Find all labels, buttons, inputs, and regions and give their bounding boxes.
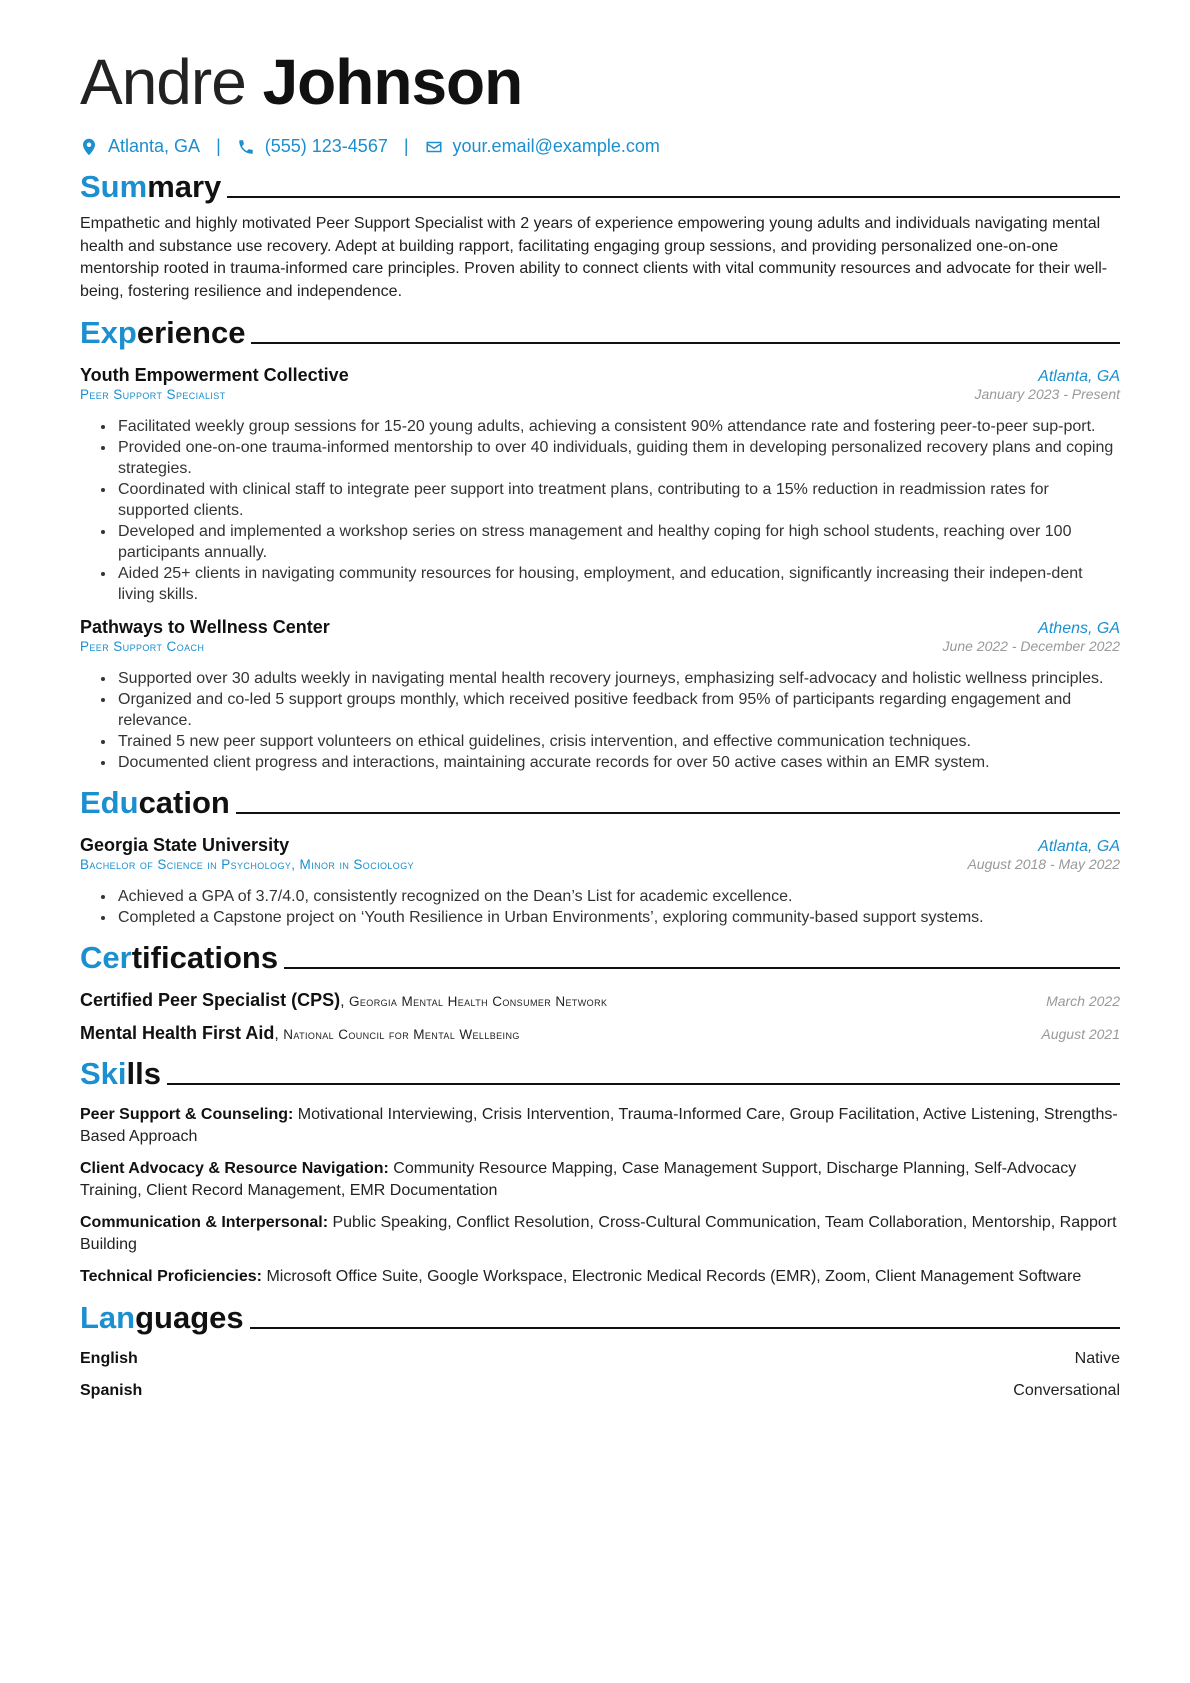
achievement-item: • Organized and co-led 5 support groups monthly, which received positive feedback from 95% of participants regarding engagement and relevance. bbox=[116, 689, 1120, 731]
heading-rest: erience bbox=[136, 315, 246, 350]
entry-location: Athens, GA bbox=[1038, 620, 1120, 637]
language-item bbox=[80, 1348, 1120, 1370]
languages-heading bbox=[80, 1298, 1120, 1338]
experience-heading bbox=[80, 313, 1120, 353]
entry-dates: January 2023 - Present bbox=[974, 386, 1120, 402]
language-name: English bbox=[80, 1350, 138, 1367]
language-item bbox=[80, 1380, 1120, 1402]
heading-rule bbox=[167, 1083, 1120, 1085]
language-level: Native bbox=[1074, 1350, 1120, 1367]
experience-entry bbox=[80, 617, 1120, 773]
job-title: Peer Support Coach bbox=[80, 639, 205, 654]
achievement-item: • Documented client progress and interactions, maintaining accurate records for over 50 active cases within an EMR system. bbox=[116, 752, 1120, 773]
heading-rest: lls bbox=[126, 1056, 161, 1091]
heading-rule bbox=[236, 812, 1120, 814]
first-name: Andre bbox=[80, 46, 246, 118]
achievement-list bbox=[80, 886, 1120, 928]
achievement-item: • Facilitated weekly group sessions for 15-20 young adults, achieving a consistent 90% attendance rate and fostering peer-to-peer sup-port. bbox=[116, 416, 1120, 437]
job-title: Peer Support Specialist bbox=[80, 387, 226, 402]
heading-accent: Exp bbox=[80, 315, 137, 350]
certification-item: Certified Peer Specialist (CPS), Georgia Mental Health Consumer Network March 2022 bbox=[80, 990, 1120, 1010]
skill-group bbox=[80, 1104, 1120, 1148]
language-name: Spanish bbox=[80, 1382, 143, 1399]
skill-group bbox=[80, 1158, 1120, 1202]
skills-heading bbox=[80, 1054, 1120, 1094]
phone-text: (555) 123-4567 bbox=[264, 136, 388, 156]
heading-rule bbox=[250, 1327, 1120, 1329]
envelope-icon bbox=[425, 138, 443, 156]
certification-issuer: National Council for Mental Wellbeing bbox=[283, 1027, 520, 1042]
achievement-item: • Developed and implemented a workshop series on stress management and healthy coping for high school students, reaching over 100 participants annually. bbox=[116, 521, 1120, 563]
heading-rest: tifications bbox=[131, 940, 279, 975]
institution-name: Georgia State University bbox=[80, 835, 290, 855]
skill-category: Communication & Interpersonal: bbox=[80, 1214, 329, 1231]
contact-location bbox=[80, 136, 200, 157]
achievement-item: • Aided 25+ clients in navigating community resources for housing, employment, and education, significantly increasing their indepen-dent living skills. bbox=[116, 563, 1120, 605]
achievement-item: • Completed a Capstone project on ‘Youth Resilience in Urban Environments’, exploring community-based support systems. bbox=[116, 907, 1120, 928]
certification-date: March 2022 bbox=[1046, 993, 1120, 1009]
heading-rest: cation bbox=[138, 785, 230, 820]
skill-category: Client Advocacy & Resource Navigation: bbox=[80, 1160, 389, 1177]
heading-accent: Edu bbox=[80, 785, 139, 820]
organization-name: Youth Empowerment Collective bbox=[80, 365, 349, 385]
achievement-item: • Supported over 30 adults weekly in navigating mental health recovery journeys, emphasizing self-advocacy and holistic wellness principles. bbox=[116, 668, 1120, 689]
phone-icon bbox=[237, 138, 255, 156]
heading-accent: Sum bbox=[80, 169, 148, 204]
education-heading bbox=[80, 783, 1120, 823]
skill-list: Microsoft Office Suite, Google Workspace, Electronic Medical Records (EMR), Zoom, Client Management Software bbox=[266, 1268, 1082, 1285]
experience-entry bbox=[80, 365, 1120, 605]
education-entry bbox=[80, 835, 1120, 928]
skill-list: Public Speaking, Conflict Resolution, Cross-Cultural Communication, Team Collaboration, Mentorship, Rapport Building bbox=[80, 1214, 1117, 1253]
heading-accent: Cer bbox=[80, 940, 132, 975]
heading-rule bbox=[227, 196, 1120, 198]
contact-separator: | bbox=[403, 136, 409, 156]
certification-name: Mental Health First Aid bbox=[80, 1023, 275, 1043]
last-name: Johnson bbox=[262, 46, 523, 118]
achievement-list bbox=[80, 416, 1120, 605]
heading-rest: mary bbox=[147, 169, 222, 204]
certifications-heading bbox=[80, 938, 1120, 978]
organization-name: Pathways to Wellness Center bbox=[80, 617, 330, 637]
contact-phone[interactable] bbox=[237, 136, 388, 157]
achievement-item: • Achieved a GPA of 3.7/4.0, consistently recognized on the Dean’s List for academic excellence. bbox=[116, 886, 1120, 907]
degree-title: Bachelor of Science in Psychology, Minor in Sociology bbox=[80, 857, 415, 872]
heading-accent: Lan bbox=[80, 1300, 136, 1335]
entry-location: Atlanta, GA bbox=[1038, 368, 1120, 385]
location-text: Atlanta, GA bbox=[108, 136, 201, 156]
skill-list: Motivational Interviewing, Crisis Intervention, Trauma-Informed Care, Group Facilitation, Active Listening, Strengths-Based Approach bbox=[80, 1106, 1118, 1145]
achievement-item: • Provided one-on-one trauma-informed mentorship to over 40 individuals, guiding them in developing personalized recovery plans and coping strategies. bbox=[116, 437, 1120, 479]
contact-bar bbox=[80, 136, 1120, 157]
map-pin-icon bbox=[80, 138, 98, 156]
heading-rest: guages bbox=[135, 1300, 244, 1335]
entry-dates: June 2022 - December 2022 bbox=[942, 638, 1120, 654]
heading-rule bbox=[251, 342, 1120, 344]
heading-accent: Ski bbox=[80, 1056, 127, 1091]
entry-dates: August 2018 - May 2022 bbox=[967, 856, 1120, 872]
achievement-list bbox=[80, 668, 1120, 773]
certification-issuer: Georgia Mental Health Consumer Network bbox=[348, 994, 608, 1009]
contact-email[interactable] bbox=[425, 136, 660, 157]
entry-location: Atlanta, GA bbox=[1038, 838, 1120, 855]
skill-list: Community Resource Mapping, Case Management Support, Discharge Planning, Self-Advocacy Training, Client Record Management, EMR Documentation bbox=[80, 1160, 1077, 1199]
heading-rule bbox=[284, 967, 1120, 969]
certification-item: Mental Health First Aid, National Council for Mental Wellbeing August 2021 bbox=[80, 1023, 1120, 1043]
certification-date: August 2021 bbox=[1041, 1026, 1120, 1042]
skill-group bbox=[80, 1212, 1120, 1256]
email-link[interactable]: your.email@example.com bbox=[452, 136, 660, 156]
summary-text: Empathetic and highly motivated Peer Support Specialist with 2 years of experience empowering young adults and individuals navigating mental health and substance use recovery. Adept at building rapport, facilitating engaging group sessions, and providing personalized one-on-one mentorship rooted in trauma-informed care principles. Proven ability to connect clients with vital community resources and advocate for their well-being, fostering resilience and independence. bbox=[80, 215, 1108, 300]
skill-category: Peer Support & Counseling: bbox=[80, 1106, 294, 1123]
skill-category: Technical Proficiencies: bbox=[80, 1268, 262, 1285]
candidate-name bbox=[80, 44, 1120, 120]
achievement-item: • Coordinated with clinical staff to integrate peer support into treatment plans, contributing to a 15% reduction in readmission rates for supported clients. bbox=[116, 479, 1120, 521]
skill-group bbox=[80, 1266, 1120, 1288]
summary-heading bbox=[80, 167, 1120, 207]
contact-separator: | bbox=[216, 136, 221, 156]
language-level: Conversational bbox=[1013, 1382, 1120, 1399]
achievement-item: • Trained 5 new peer support volunteers on ethical guidelines, crisis intervention, and effective communication techniques. bbox=[116, 731, 1120, 752]
certification-name: Certified Peer Specialist (CPS) bbox=[80, 990, 341, 1010]
